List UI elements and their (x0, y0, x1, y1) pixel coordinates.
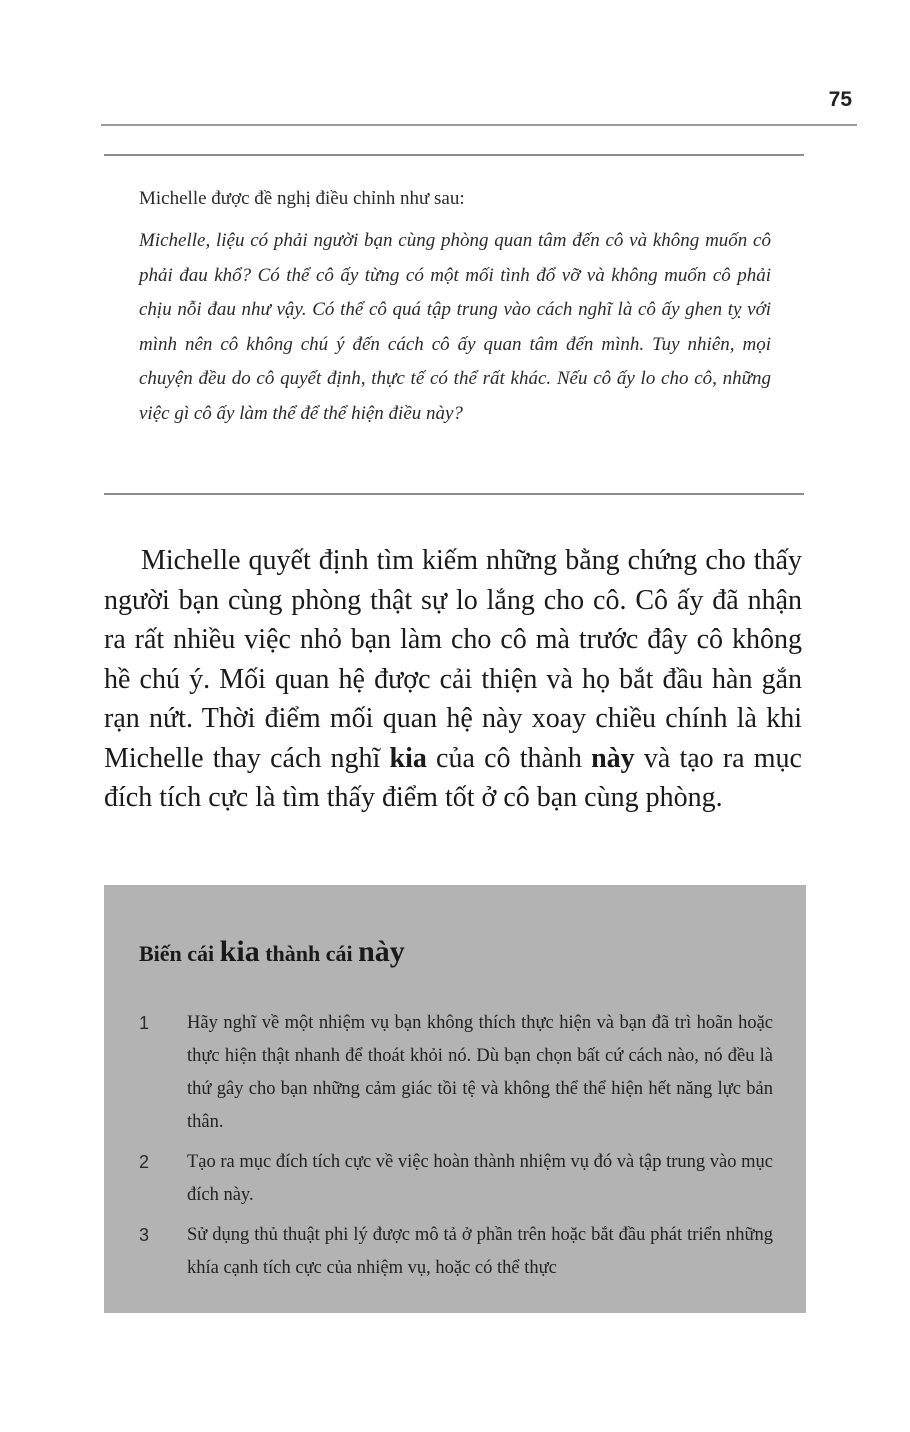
body-text-part-1: Michelle quyết định tìm kiếm những bằng chứng cho thấy người bạn cùng phòng thật sự lo lắng cho cô. Cô ấy đã nhận ra rất nhiều việc nhỏ bạn làm cho cô mà trước đây cô không hề chú ý. Mối quan hệ được cải thiện và họ bắt đầu hàn gắn rạn nứt. Thời điểm mối quan hệ này xoay chiều chính là khi Michelle thay cách nghĩ (104, 545, 802, 774)
exercise-box (104, 885, 806, 1313)
step-text: Hãy nghĩ về một nhiệm vụ bạn không thích thực hiện và bạn đã trì hoãn hoặc thực hiện thật nhanh để thoát khỏi nó. Dù bạn chọn bất cứ cách nào, nó đều là thứ gây cho bạn những cảm giác tồi tệ và không thể thể hiện hết năng lực bản thân. (187, 1013, 773, 1132)
exercise-step (139, 1007, 773, 1139)
example-intro: Michelle được đề nghị điều chỉnh như sau: (139, 188, 465, 209)
step-text: Sử dụng thủ thuật phi lý được mô tả ở phần trên hoặc bắt đầu phát triển những khía cạnh tích cực của nhiệm vụ, hoặc có thể thực (187, 1225, 773, 1278)
header-rule (101, 124, 857, 126)
page-number: 75 (828, 88, 852, 111)
step-text: Tạo ra mục đích tích cực về việc hoàn thành nhiệm vụ đó và tập trung vào mục đích này. (187, 1152, 773, 1205)
exercise-title-part-2: thành cái (259, 941, 359, 966)
body-text-part-3: và tạo ra mục đích tích cực là tìm thấy điểm tốt ở cô bạn cùng phòng. (104, 742, 802, 813)
example-bottom-rule (104, 493, 804, 495)
example-box (139, 183, 771, 431)
exercise-steps (139, 1007, 773, 1292)
exercise-step (139, 1146, 773, 1212)
example-top-rule (104, 154, 804, 156)
step-number: 2 (139, 1152, 150, 1172)
step-number: 3 (139, 1225, 150, 1245)
example-quote: Michelle, liệu có phải người bạn cùng phòng quan tâm đến cô và không muốn cô phải đau khổ? Có thể cô ấy từng có một mối tình đổ vỡ và không muốn cô phải chịu nỗi đau như vậy. Có thể cô quá tập trung vào cách nghĩ là cô ấy ghen tỵ với mình nên cô không chú ý đến cách cô ấy quan tâm đến mình. Tuy nhiên, mọi chuyện đều do cô quyết định, thực tế có thể rất khác. Nếu cô ấy lo cho cô, những việc gì cô ấy làm thể để thể hiện điều này? (139, 230, 771, 424)
exercise-step (139, 1219, 773, 1285)
step-number: 1 (139, 1013, 150, 1033)
exercise-title-part-1: Biến cái (139, 941, 220, 966)
body-text-part-2: của cô thành (426, 742, 592, 774)
exercise-title-nay: này (358, 935, 405, 968)
exercise-title-kia: kia (219, 935, 260, 968)
body-bold-kia: kia (389, 742, 427, 774)
body-paragraph (104, 541, 802, 818)
body-bold-nay: này (591, 742, 635, 774)
exercise-title (139, 935, 405, 969)
